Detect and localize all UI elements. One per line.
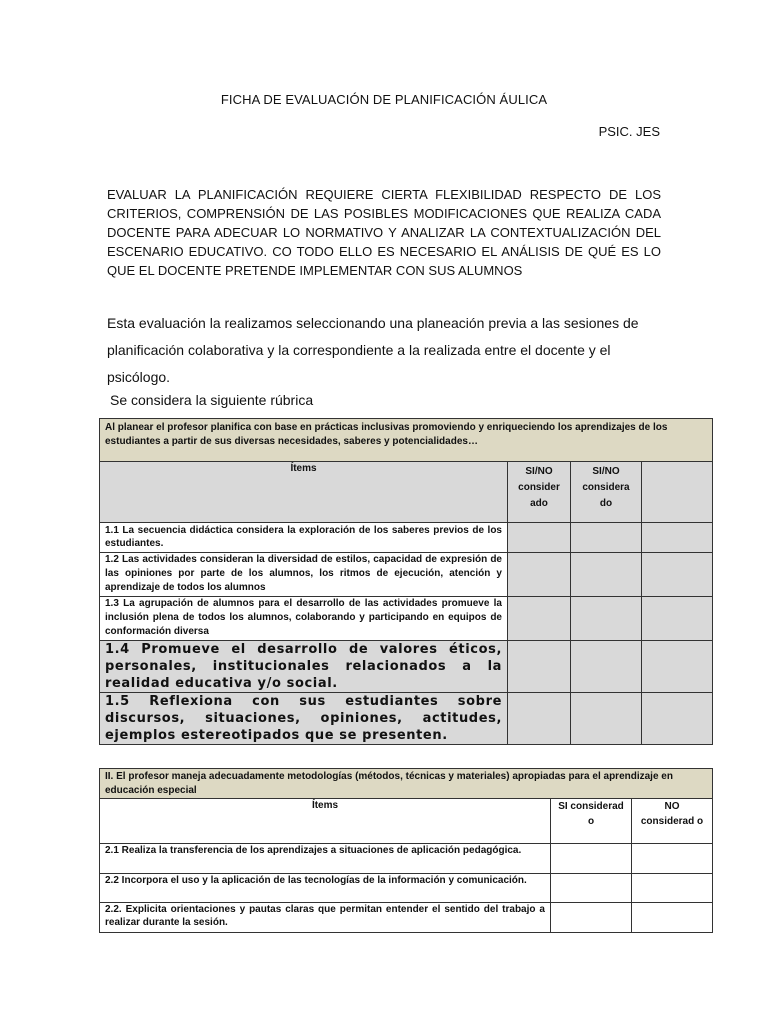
table1-row-3: 1.3 La agrupación de alumnos para el desarrollo de las actividades promueve la inclusión plena de todos los alumnos, colaborando y participando en equipos de conformación diversa xyxy=(100,597,508,641)
table2-row-1: 2.1 Realiza la transferencia de los aprendizajes a situaciones de aplicación pedagógica. xyxy=(100,844,551,874)
rubric-table-1 xyxy=(99,418,713,745)
table1-row-4: 1.4 Promueve el desarrollo de valores éticos, personales, institucionales relacionados a la realidad educativa y/o social. xyxy=(100,641,508,693)
table1-cell[interactable] xyxy=(571,523,642,553)
table2-cell[interactable] xyxy=(632,903,713,933)
table2-cell[interactable] xyxy=(632,844,713,874)
table1-cell[interactable] xyxy=(571,597,642,641)
table1-col-b: SI/NO considera do xyxy=(571,462,642,523)
table2-row-2: 2.2 Incorpora el uso y la aplicación de las tecnologías de la información y comunicación. xyxy=(100,874,551,903)
table1-row-2: 1.2 Las actividades consideran la diversidad de estilos, capacidad de expresión de las opiniones por parte de los alumnos, los ritmos de ejecución, atención y aprendizaje de todos los alumnos xyxy=(100,553,508,597)
intro-paragraph: EVALUAR LA PLANIFICACIÓN REQUIERE CIERTA FLEXIBILIDAD RESPECTO DE LOS CRITERIOS, COMPRENSIÓN DE LAS POSIBLES MODIFICACIONES QUE REALIZA CADA DOCENTE PARA ADECUAR LO NORMATIVO Y ANALIZAR LA CONTEXTUALIZACIÓN DEL ESCENARIO EDUCATIVO. CO TODO ELLO ES NECESARIO EL ANÁLISIS DE QUÉ ES LO QUE EL DOCENTE PRETENDE IMPLEMENTAR CON SUS ALUMNOS xyxy=(107,187,661,278)
table1-cell[interactable] xyxy=(508,597,571,641)
table1-col-empty xyxy=(642,462,713,523)
author-name: PSIC. JES xyxy=(598,124,660,139)
table1-cell[interactable] xyxy=(508,523,571,553)
table2-cell[interactable] xyxy=(551,874,632,903)
table1-col-a: SI/NO consider ado xyxy=(508,462,571,523)
table1-cell[interactable] xyxy=(642,693,713,745)
body-paragraph: Esta evaluación la realizamos seleccionando una planeación previa a las sesiones de planificación colaborativa y la correspondiente a la realizada entre el docente y el psicólogo. xyxy=(107,315,639,385)
table1-cell[interactable] xyxy=(642,641,713,693)
rubric-intro: Se considera la siguiente rúbrica xyxy=(110,392,314,408)
table1-header: Al planear el profesor planifica con base en prácticas inclusivas promoviendo y enriqueciendo los aprendizajes de los estudiantes a partir de sus diversas necesidades, saberes y potencialidades… xyxy=(100,419,713,462)
table1-cell[interactable] xyxy=(571,693,642,745)
table1-cell[interactable] xyxy=(508,693,571,745)
table1-cell[interactable] xyxy=(642,597,713,641)
table2-header: II. El profesor maneja adecuadamente metodologías (métodos, técnicas y materiales) apropiadas para el aprendizaje en educación especial xyxy=(100,769,713,799)
table1-cell[interactable] xyxy=(508,641,571,693)
table2-cell[interactable] xyxy=(551,903,632,933)
table2-row-3: 2.2. Explicita orientaciones y pautas claras que permitan entender el sentido del trabajo a realizar durante la sesión. xyxy=(100,903,551,933)
table2-cell[interactable] xyxy=(632,874,713,903)
rubric-table-2 xyxy=(99,768,713,933)
table2-col-b: NO considerad o xyxy=(632,799,713,844)
page-title: FICHA DE EVALUACIÓN DE PLANIFICACIÓN ÁULICA xyxy=(220,92,548,107)
table2-col-a: SI considerad o xyxy=(551,799,632,844)
table1-cell[interactable] xyxy=(642,523,713,553)
table1-cell[interactable] xyxy=(508,553,571,597)
table1-cell[interactable] xyxy=(571,641,642,693)
table1-cell[interactable] xyxy=(642,553,713,597)
table1-row-1: 1.1 La secuencia didáctica considera la exploración de los saberes previos de los estudiantes. xyxy=(100,523,508,553)
table1-cell[interactable] xyxy=(571,553,642,597)
table2-cell[interactable] xyxy=(551,844,632,874)
table1-row-5: 1.5 Reflexiona con sus estudiantes sobre discursos, situaciones, opiniones, actitudes, ejemplos estereotipados que se presenten. xyxy=(100,693,508,745)
table1-col-items: Ítems xyxy=(100,462,508,523)
table2-col-items: Ítems xyxy=(100,799,551,844)
